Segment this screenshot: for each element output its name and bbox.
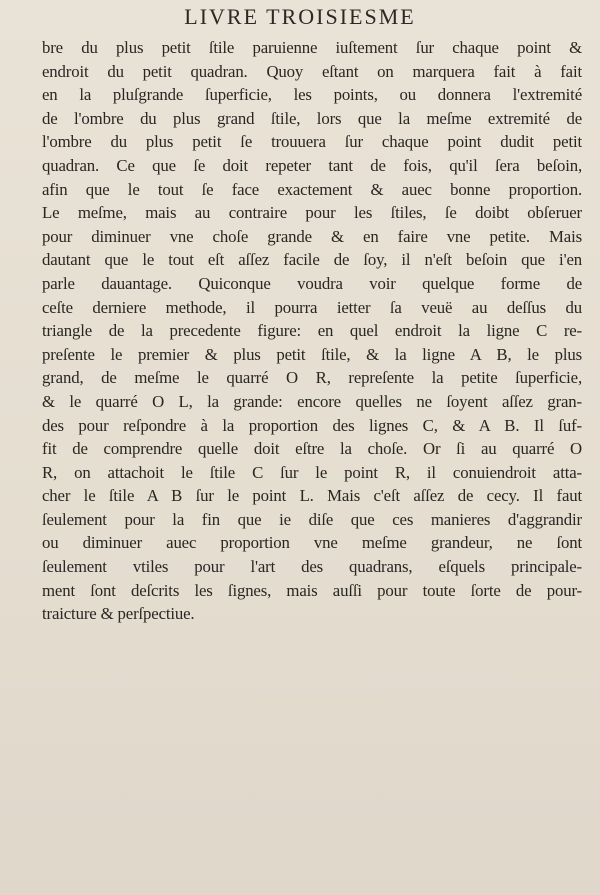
- text-line: ou diminuer auec proportion vne meſme grandeur, ne ſont: [42, 533, 582, 553]
- text-line: Le meſme, mais au contraire pour les ſtiles, ſe doibt obſeruer: [42, 203, 582, 223]
- text-line: ceſte derniere methode, il pourra ietter ſa veuë au deſſus du: [42, 297, 582, 317]
- text-line: afin que le tout ſe face exactement & auec bonne proportion.: [42, 179, 582, 199]
- text-line: cher le ſtile A B ſur le point L. Mais c'eſt aſſez de cecy. Il faut: [42, 486, 582, 506]
- text-line: bre du plus petit ſtile paruienne iuſtement ſur chaque point &: [42, 38, 582, 57]
- text-line: l'ombre du plus petit ſe trouuera ſur chaque point dudit petit: [42, 132, 582, 152]
- text-line: endroit du petit quadran. Quoy eſtant on marquera fait à fait: [42, 61, 582, 81]
- text-line-last: traicture & perſpectiue.: [42, 604, 195, 624]
- text-line: en la pluſgrande ſuperficie, les points, ou donnera l'extremité: [42, 85, 582, 105]
- text-line: & le quarré O L, la grande: encore quelles ne ſoyent aſſez gran-: [42, 391, 582, 411]
- text-line: triangle de la precedente figure: en quel endroit la ligne C re-: [42, 321, 582, 341]
- text-line: ſeulement pour la fin que ie diſe que ces manieres d'aggrandir: [42, 509, 582, 529]
- text-line: R, on attachoit le ſtile C ſur le point R, il conuiendroit atta-: [42, 462, 582, 482]
- body-text: [42, 36, 582, 626]
- text-line: ment ſont deſcrits les ſignes, mais auſſi pour toute ſorte de pour-: [42, 580, 582, 600]
- text-line: des pour reſpondre à la proportion des lignes C, & A B. Il ſuf-: [42, 415, 582, 435]
- text-line: pour diminuer vne choſe grande & en faire vne petite. Mais: [42, 226, 582, 246]
- text-line: de l'ombre du plus grand ſtile, lors que la meſme extremité de: [42, 108, 582, 128]
- text-line: preſente le premier & plus petit ſtile, & la ligne A B, le plus: [42, 344, 582, 364]
- text-line: quadran. Ce que ſe doit repeter tant de fois, qu'il ſera beſoin,: [42, 155, 582, 175]
- running-head: LIVRE TROISIESME: [184, 4, 416, 29]
- text-line: ſeulement vtiles pour l'art des quadrans, eſquels principale-: [42, 557, 582, 577]
- text-line: dautant que le tout eſt aſſez facile de ſoy, il n'eſt beſoin que i'en: [42, 250, 582, 270]
- text-line: fit de comprendre quelle doit eſtre la choſe. Or ſi au quarré O: [42, 439, 582, 459]
- text-line: grand, de meſme le quarré O R, repreſente la petite ſuperficie,: [42, 368, 582, 388]
- text-line: parle dauantage. Quiconque voudra voir quelque forme de: [42, 273, 582, 293]
